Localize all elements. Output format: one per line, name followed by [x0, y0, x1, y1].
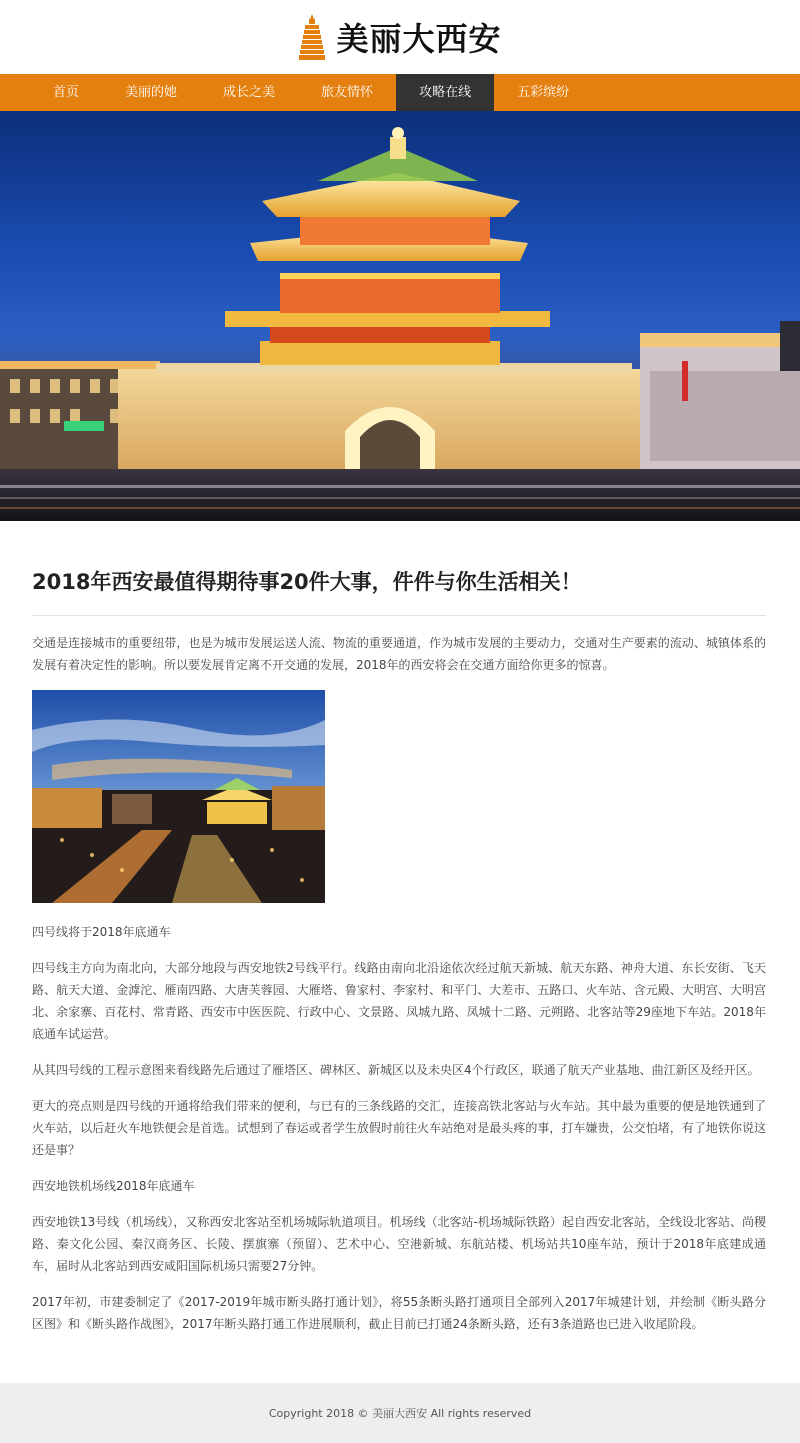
site-logo[interactable] [298, 14, 501, 60]
article-paragraph-2: 四号线主方向为南北向，大部分地段与西安地铁2号线平行。线路由南向北沿途依次经过航天新城、航天东路、神舟大道、东长安街、飞天路、航天大道、金滹沱、雁南四路、大唐芙蓉园、大雁塔、鲁家村、李家村、和平门、大差市、五路口、火车站、含元殿、大明宫、大明宫北、余家寨、百花村、常青路、西安市中医医院、行政中心、文景路、凤城九路、凤城十二路、元朔路、北客站等29座地下车站。2018年底通车试运营。 [32, 961, 766, 1041]
site-header [0, 0, 800, 74]
article-paragraph-6: 西安地铁13号线（机场线），又称西安北客站至机场城际轨道项目。机场线（北客站-机场城际铁路）起自西安北客站，全线设北客站、尚稷路、秦文化公园、秦汉商务区、长陵、摆旗寨（预留）、艺术中心、空港新城、东航站楼、机场站共10座车站，预计于2018年底建成通车，届时从北客站到西安咸阳国际机场只需要27分钟。 [32, 1215, 766, 1273]
title-divider [32, 615, 766, 616]
site-footer [0, 1383, 800, 1443]
nav-item-home[interactable]: 首页 [53, 85, 80, 100]
article-intro: 交通是连接城市的重要纽带，也是为城市发展运送人流、物流的重要通道，作为城市发展的主要动力，交通对生产要素的流动、城镇体系的发展有着决定性的影响。所以要发展肯定离不开交通的发展，2018年的西安将会在交通方面给你更多的惊喜。 [32, 636, 766, 672]
pagoda-icon [298, 14, 326, 60]
nav-item-growth[interactable]: 成长之美 [223, 85, 276, 100]
article-paragraph-4: 更大的亮点则是四号线的开通将给我们带来的便利，与已有的三条线路的交汇，连接高铁北客站与火车站。其中最为重要的便是地铁通到了火车站，以后赶火车地铁便会是首选。试想到了春运或者学生放假时前往火车站绝对是最头疼的事，打车嫌贵，公交怕堵，有了地铁你说这还是事？ [32, 1099, 766, 1157]
article-content [0, 521, 800, 1379]
hero-banner-image [0, 111, 800, 521]
nav-item-travel-friends[interactable]: 旅友情怀 [321, 85, 374, 100]
article-paragraph-1: 四号线将于2018年底通车 [32, 925, 171, 939]
nav-item-colorful[interactable]: 五彩缤纷 [517, 85, 570, 100]
article-paragraph-7: 2017年初，市建委制定了《2017-2019年城市断头路打通计划》，将55条断头路打通项目全部列入2017年城建计划，并绘制《断头路分区图》和《断头路作战图》，2017年断头路打通工作进展顺利，截止目前已打通24条断头路，还有3条道路也已进入收尾阶段。 [32, 1295, 766, 1331]
nav-item-guides[interactable]: 攻略在线 [396, 74, 494, 111]
nav-item-beautiful-her[interactable]: 美丽的她 [125, 85, 178, 100]
main-nav [0, 74, 800, 111]
city-night-image [32, 690, 325, 903]
article-paragraph-5: 西安地铁机场线2018年底通车 [32, 1179, 195, 1193]
copyright-text: Copyright 2018 © 美丽大西安 All rights reserved [268, 1407, 532, 1420]
article-title: 2018年西安最值得期待事20件大事，件件与你生活相关！ [32, 570, 582, 594]
bell-tower-illustration [0, 111, 800, 521]
site-title: 美丽大西安 [336, 20, 502, 58]
city-skyline-illustration [32, 690, 325, 903]
article-paragraph-3: 从其四号线的工程示意图来看线路先后通过了雁塔区、碑林区、新城区以及未央区4个行政区，联通了航天产业基地、曲江新区及经开区。 [32, 1063, 760, 1077]
